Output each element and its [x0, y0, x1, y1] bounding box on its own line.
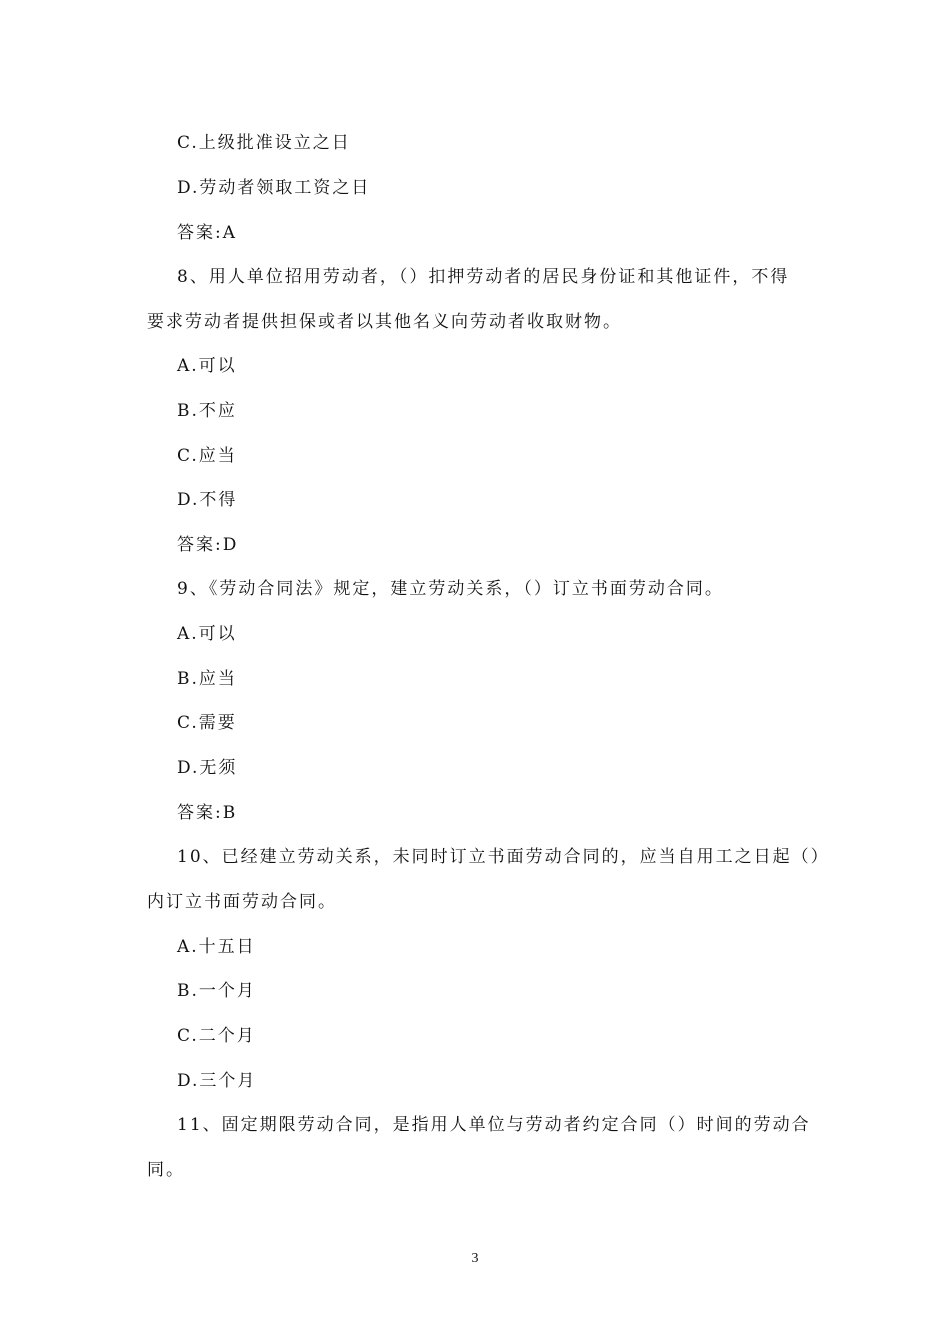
option-line: C.需要 [177, 713, 237, 733]
question-line: 8、用人单位招用劳动者，（）扣押劳动者的居民身份证和其他证件，不得 [177, 267, 790, 287]
question-continuation: 内订立书面劳动合同。 [147, 892, 337, 912]
question-continuation: 要求劳动者提供担保或者以其他名义向劳动者收取财物。 [147, 312, 622, 332]
question-line: 9、《劳动合同法》规定，建立劳动关系，（）订立书面劳动合同。 [177, 579, 724, 599]
option-line: B.不应 [177, 401, 237, 421]
option-line: D.无须 [177, 758, 238, 778]
option-line: A.可以 [177, 624, 237, 644]
question-continuation: 同。 [147, 1160, 185, 1180]
question-line: 10、已经建立劳动关系，未同时订立书面劳动合同的，应当自用工之日起（） [177, 847, 830, 867]
answer-line: 答案:D [177, 535, 239, 555]
option-line: D.劳动者领取工资之日 [177, 178, 371, 198]
answer-line: 答案:B [177, 803, 238, 823]
answer-line: 答案:A [177, 223, 238, 243]
option-line: D.不得 [177, 490, 238, 510]
option-line: C.二个月 [177, 1026, 256, 1046]
option-line: B.一个月 [177, 981, 256, 1001]
option-line: A.可以 [177, 356, 237, 376]
option-line: B.应当 [177, 669, 237, 689]
option-line: C.应当 [177, 446, 237, 466]
question-line: 11、固定期限劳动合同，是指用人单位与劳动者约定合同（）时间的劳动合 [177, 1115, 811, 1135]
page-number: 3 [471, 1251, 479, 1266]
option-line: C.上级批准设立之日 [177, 133, 351, 153]
option-line: A.十五日 [177, 937, 256, 957]
option-line: D.三个月 [177, 1071, 257, 1091]
